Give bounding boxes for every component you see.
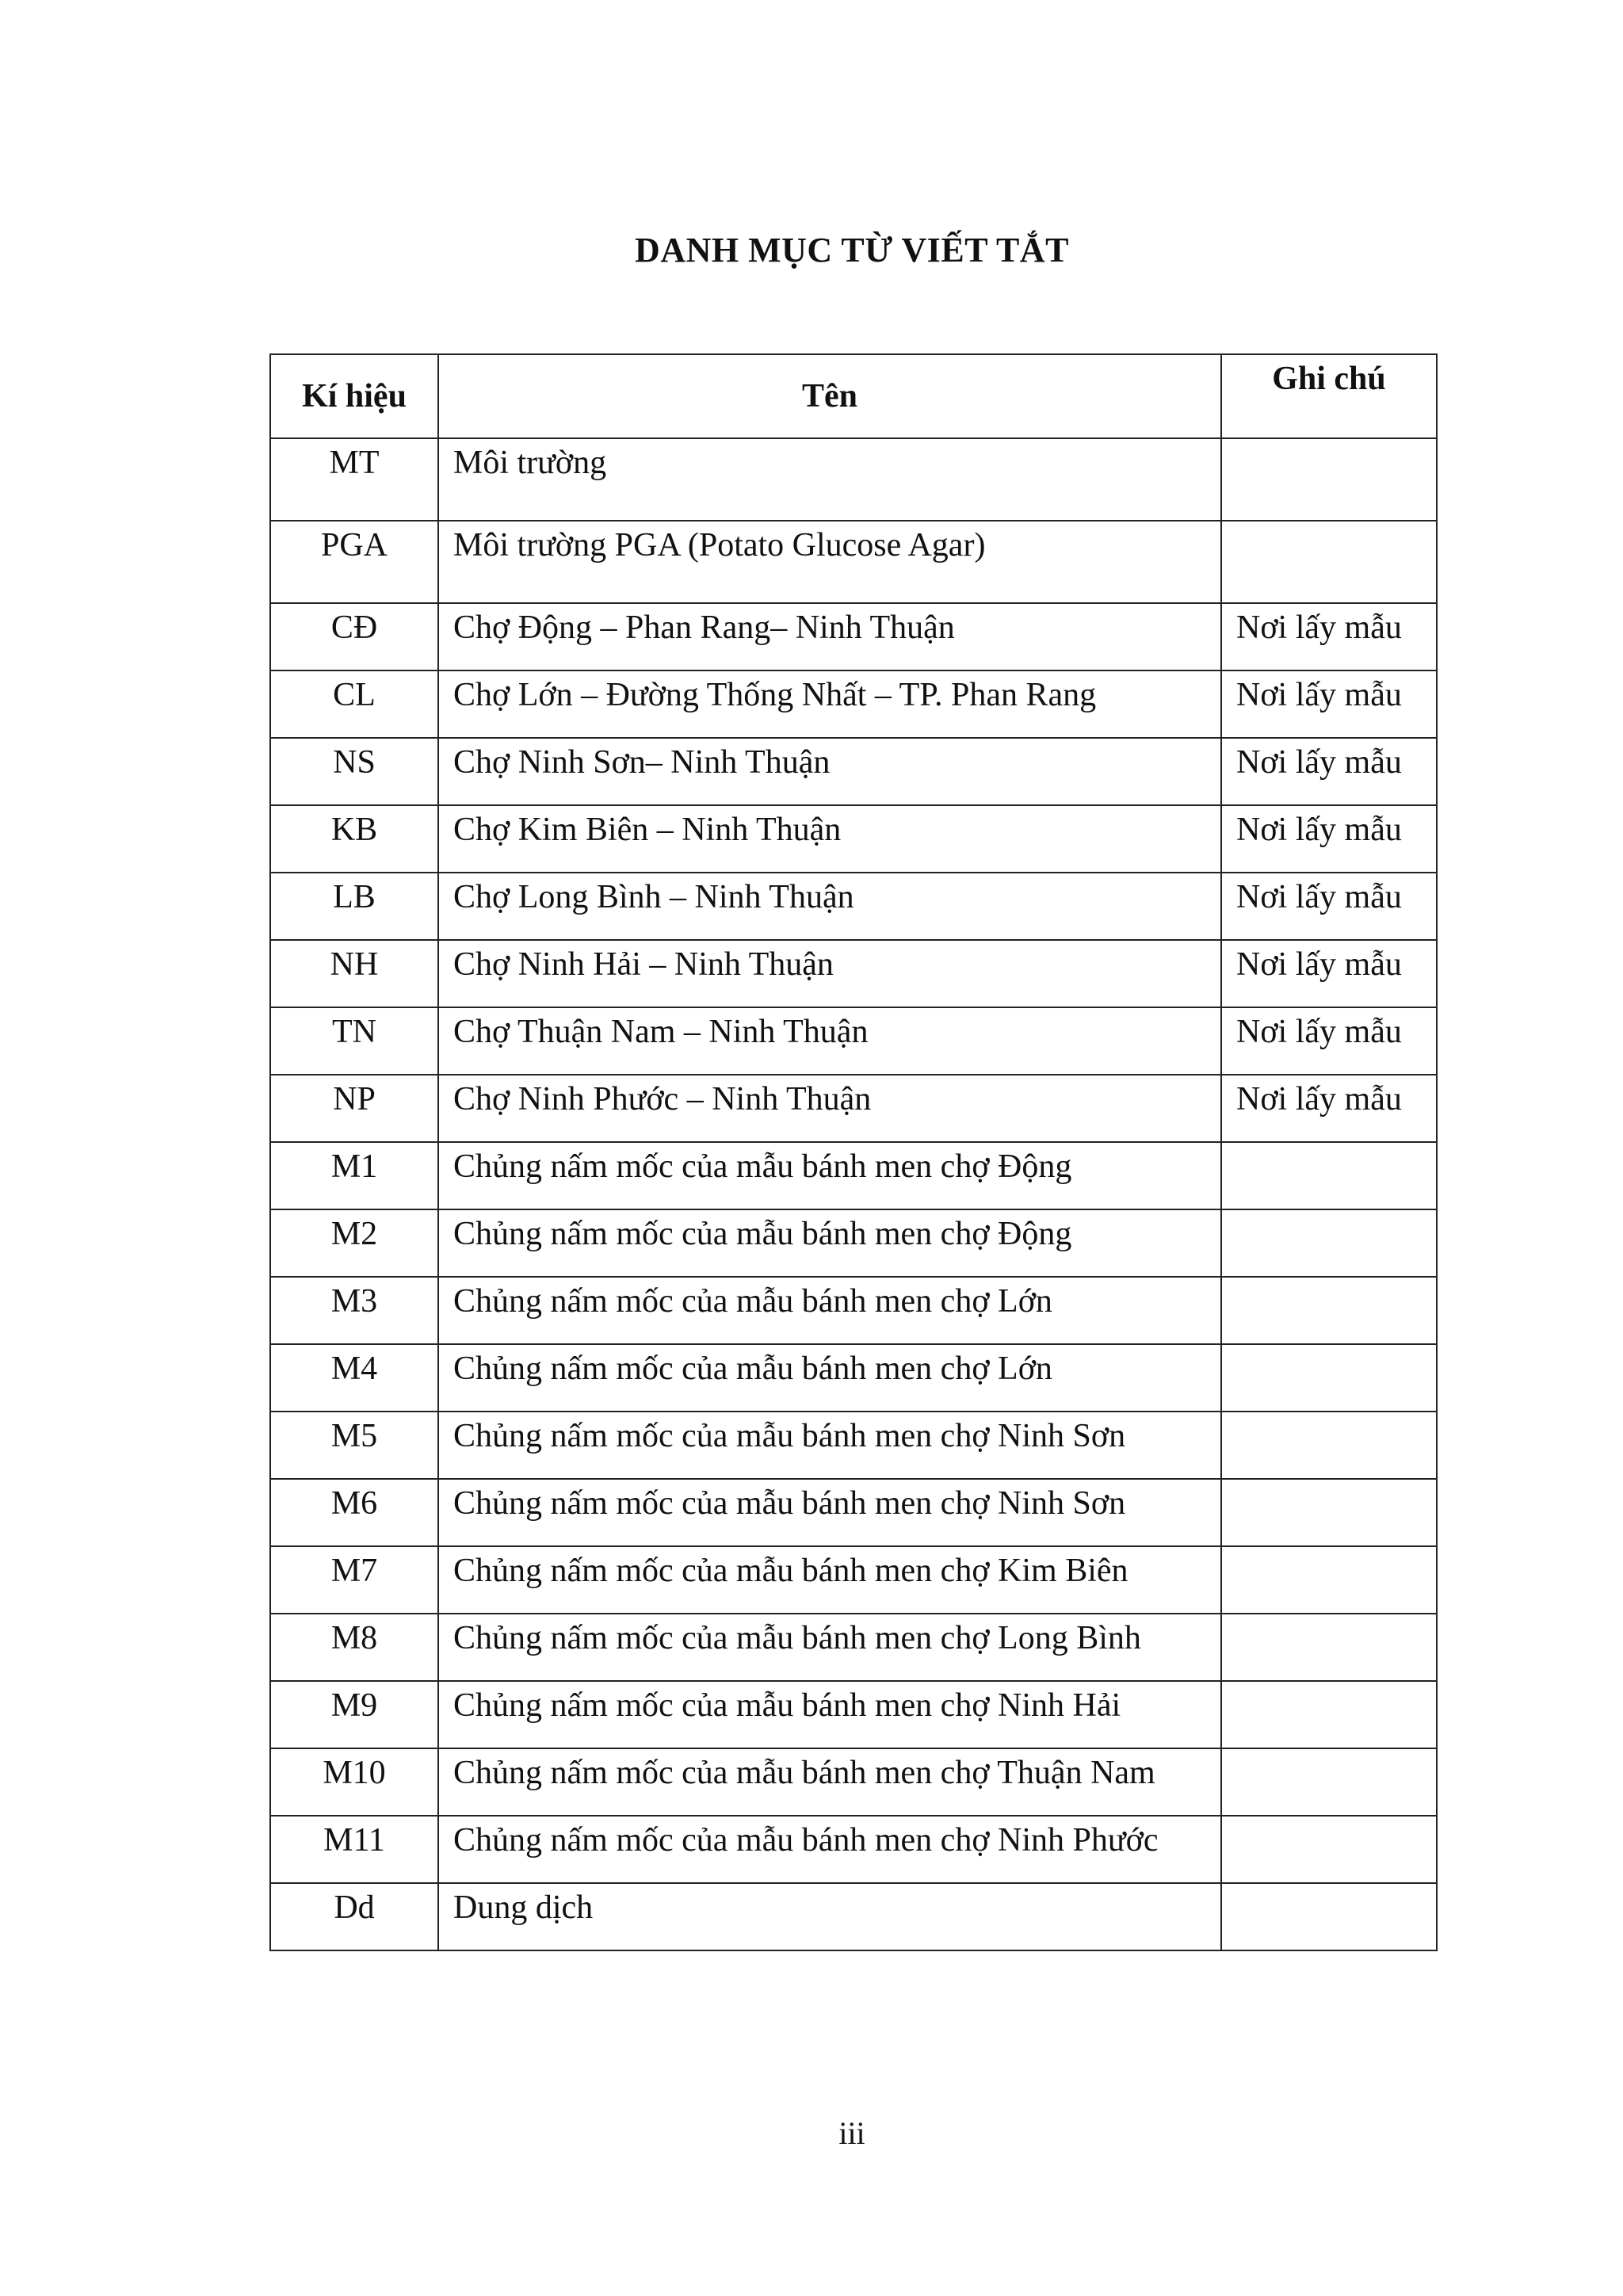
- table-row: [270, 1344, 1437, 1412]
- header-symbol: Kí hiệu: [270, 354, 438, 438]
- header-note: Ghi chú: [1221, 354, 1437, 438]
- table-row: [270, 805, 1437, 873]
- table-row: [270, 1142, 1437, 1209]
- row-name: Chủng nấm mốc của mẫu bánh men chợ Long Bình: [438, 1614, 1221, 1681]
- table-row: [270, 1277, 1437, 1344]
- row-symbol: M6: [270, 1479, 438, 1546]
- table-row: [270, 521, 1437, 603]
- row-note: [1221, 1546, 1437, 1614]
- row-name: Chợ Thuận Nam – Ninh Thuận: [438, 1007, 1221, 1075]
- row-symbol: NS: [270, 738, 438, 805]
- row-name: Chủng nấm mốc của mẫu bánh men chợ Ninh Phước: [438, 1816, 1221, 1883]
- row-name: Chủng nấm mốc của mẫu bánh men chợ Ninh Hải: [438, 1681, 1221, 1748]
- row-note: [1221, 1748, 1437, 1816]
- row-symbol: M10: [270, 1748, 438, 1816]
- row-symbol: M1: [270, 1142, 438, 1209]
- row-note: [1221, 1209, 1437, 1277]
- table-row: [270, 1075, 1437, 1142]
- table-row: [270, 1209, 1437, 1277]
- row-symbol: CĐ: [270, 603, 438, 670]
- table-row: [270, 438, 1437, 521]
- row-symbol: TN: [270, 1007, 438, 1075]
- row-name: Chợ Kim Biên – Ninh Thuận: [438, 805, 1221, 873]
- page-title: DANH MỤC TỪ VIẾT TẮT: [635, 231, 1069, 269]
- row-note: [1221, 438, 1437, 521]
- abbreviation-table: [269, 353, 1438, 1951]
- row-symbol: NP: [270, 1075, 438, 1142]
- table-row: [270, 1681, 1437, 1748]
- row-name: Chủng nấm mốc của mẫu bánh men chợ Động: [438, 1142, 1221, 1209]
- table-row: [270, 1816, 1437, 1883]
- row-symbol: M5: [270, 1412, 438, 1479]
- row-symbol: M2: [270, 1209, 438, 1277]
- table-row: [270, 1748, 1437, 1816]
- row-symbol: NH: [270, 940, 438, 1007]
- row-note: [1221, 1412, 1437, 1479]
- row-note: [1221, 1142, 1437, 1209]
- row-symbol: M4: [270, 1344, 438, 1412]
- row-note: [1221, 1277, 1437, 1344]
- row-note: Nơi lấy mẫu: [1221, 873, 1437, 940]
- table-row: [270, 738, 1437, 805]
- row-name: Chủng nấm mốc của mẫu bánh men chợ Kim Biên: [438, 1546, 1221, 1614]
- row-name: Chợ Long Bình – Ninh Thuận: [438, 873, 1221, 940]
- row-note: [1221, 1883, 1437, 1950]
- row-note: Nơi lấy mẫu: [1221, 738, 1437, 805]
- row-symbol: M9: [270, 1681, 438, 1748]
- row-name: Chủng nấm mốc của mẫu bánh men chợ Thuận Nam: [438, 1748, 1221, 1816]
- row-name: Chợ Lớn – Đường Thống Nhất – TP. Phan Rang: [438, 670, 1221, 738]
- row-symbol: MT: [270, 438, 438, 521]
- row-name: Chợ Ninh Phước – Ninh Thuận: [438, 1075, 1221, 1142]
- row-symbol: M11: [270, 1816, 438, 1883]
- row-note: Nơi lấy mẫu: [1221, 805, 1437, 873]
- row-symbol: M8: [270, 1614, 438, 1681]
- row-note: [1221, 1479, 1437, 1546]
- table-row: [270, 1883, 1437, 1950]
- row-name: Chợ Ninh Sơn– Ninh Thuận: [438, 738, 1221, 805]
- row-symbol: Dd: [270, 1883, 438, 1950]
- table-row: [270, 670, 1437, 738]
- row-name: Chủng nấm mốc của mẫu bánh men chợ Lớn: [438, 1344, 1221, 1412]
- table-row: [270, 603, 1437, 670]
- row-name: Chủng nấm mốc của mẫu bánh men chợ Lớn: [438, 1277, 1221, 1344]
- row-note: Nơi lấy mẫu: [1221, 940, 1437, 1007]
- row-note: Nơi lấy mẫu: [1221, 1007, 1437, 1075]
- table-row: [270, 1614, 1437, 1681]
- row-symbol: PGA: [270, 521, 438, 603]
- table-row: [270, 873, 1437, 940]
- table-row: [270, 1546, 1437, 1614]
- row-name: Chủng nấm mốc của mẫu bánh men chợ Ninh Sơn: [438, 1412, 1221, 1479]
- table-row: [270, 1479, 1437, 1546]
- row-symbol: LB: [270, 873, 438, 940]
- table-row: [270, 940, 1437, 1007]
- row-symbol: M7: [270, 1546, 438, 1614]
- row-name: Môi trường PGA (Potato Glucose Agar): [438, 521, 1221, 603]
- table-header-row: [270, 354, 1437, 438]
- row-name: Chủng nấm mốc của mẫu bánh men chợ Động: [438, 1209, 1221, 1277]
- row-symbol: CL: [270, 670, 438, 738]
- row-symbol: M3: [270, 1277, 438, 1344]
- row-note: [1221, 1681, 1437, 1748]
- row-name: Chợ Động – Phan Rang– Ninh Thuận: [438, 603, 1221, 670]
- row-name: Dung dịch: [438, 1883, 1221, 1950]
- header-name: Tên: [438, 354, 1221, 438]
- row-note: [1221, 1344, 1437, 1412]
- row-note: [1221, 1614, 1437, 1681]
- row-symbol: KB: [270, 805, 438, 873]
- row-note: [1221, 1816, 1437, 1883]
- row-name: Chủng nấm mốc của mẫu bánh men chợ Ninh Sơn: [438, 1479, 1221, 1546]
- row-name: Môi trường: [438, 438, 1221, 521]
- row-name: Chợ Ninh Hải – Ninh Thuận: [438, 940, 1221, 1007]
- table-row: [270, 1412, 1437, 1479]
- row-note: [1221, 521, 1437, 603]
- row-note: Nơi lấy mẫu: [1221, 1075, 1437, 1142]
- table-row: [270, 1007, 1437, 1075]
- page-number: iii: [838, 2115, 865, 2151]
- row-note: Nơi lấy mẫu: [1221, 670, 1437, 738]
- row-note: Nơi lấy mẫu: [1221, 603, 1437, 670]
